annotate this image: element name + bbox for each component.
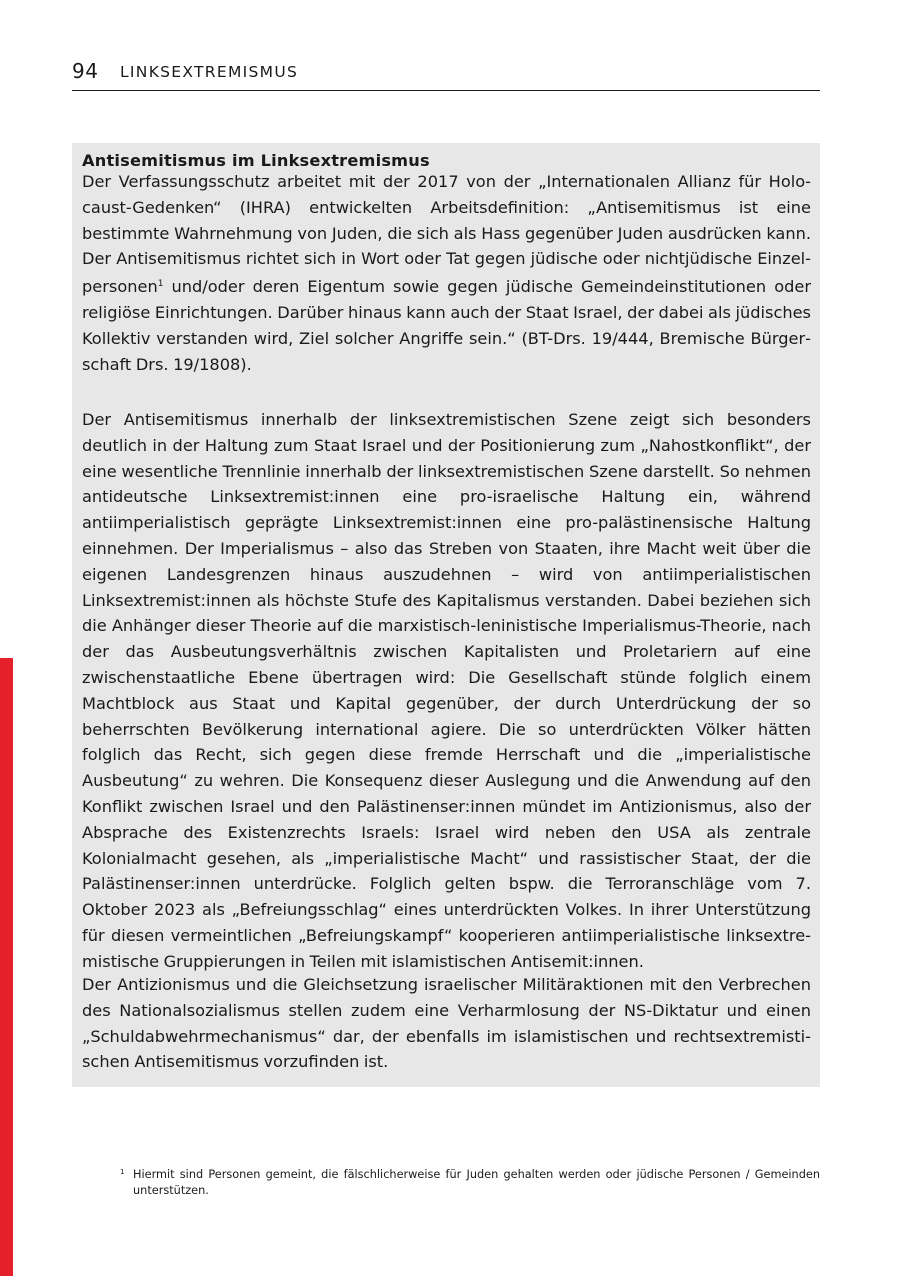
paragraph-3: Der Antizionismus und die Gleichsetzung israelischer Militäraktionen mit den Verbrechen des Nationalsozialismus stellen zudem eine Verharmlosung der NS-Diktatur und einen „Schuldabwehrmechanismus“ dar, der ebenfalls im islamistischen und rechtsextremistischen Antisemitismus vorzufinden ist.: [82, 975, 811, 1072]
footnote: [120, 1167, 820, 1199]
footnote-text: Hiermit sind Personen gemeint, die fälschlicherweise für Juden gehalten werden oder jüdische Personen / Gemeinden unterstützen.: [133, 1168, 820, 1197]
page-header: [72, 58, 820, 91]
running-title: LINKSEXTREMISMUS: [120, 63, 299, 81]
footnote-mark: 1: [120, 1168, 125, 1176]
paragraph-1-part-b: und/oder deren Eigentum sowie gegen jüdische Gemeindeinstitutionen oder religiöse Einrichtungen. Darüber hinaus kann auch der Staat Israel, der dabei als jüdisches Kollektiv verstanden wird, Ziel solcher Angriffe sein.“ (BT-Drs. 19/444, Bremische Bürgerschaft Drs. 19/1808).: [82, 277, 811, 374]
paragraph-2: Der Antisemitismus innerhalb der linksextremistischen Szene zeigt sich besonders deutlich in der Haltung zum Staat Israel und der Positionierung zum „Nahostkonflikt“, der eine wesentliche Trennlinie innerhalb der linksextremistischen Szene darstellt. So nehmen antideutsche Linksextremist:innen eine pro-israelische Haltung ein, während antiimperialistisch geprägte Linksextremist:innen eine pro-palästinensische Haltung einnehmen. Der Imperialismus – also das Streben von Staaten, ihre Macht weit über die eigenen Landesgrenzen hinaus auszudehnen – wird von antiimperialistischen Linksextremist:innen als höchste Stufe des Kapitalismus verstanden. Dabei beziehen sich die Anhänger dieser Theorie auf die marxistisch-leninistische Imperialismus-Theorie, nach der das Ausbeutungsverhältnis zwischen Kapitalisten und Proletariern auf eine zwischenstaatliche Ebene übertragen wird: Die Gesellschaft stünde folglich einem Machtblock aus Staat und Kapital gegenüber, der durch Unterdrückung der so beherrschten Bevölkerung international agiere. Die so unterdrückten Völker hätten folglich das Recht, sich gegen diese fremde Herrschaft und die „imperialistische Ausbeutung“ zu wehren. Die Konsequenz dieser Auslegung und die Anwendung auf den Konflikt zwischen Israel und den Palästinenser:innen mündet im Antizionismus, also der Absprache des Existenzrechts Israels: Israel wird neben den USA als zentrale Kolonialmacht gesehen, als „imperialistische Macht“ und rassistischer Staat, der die Palästinenser:innen unterdrücke. Folglich gelten bspw. die Terroranschläge vom 7. Oktober 2023 als „Befreiungsschlag“ eines unterdrückten Volkes. In ihrer Unterstützung für diesen vermeintlichen „Befreiungskampf“ kooperieren antiimperialistische linksextremistische Gruppierungen in Teilen mit islamistischen Antisemit:innen.: [82, 410, 811, 971]
page-number: 94: [72, 59, 99, 83]
info-box: [72, 143, 820, 1087]
footnote-reference: 1: [157, 279, 164, 290]
box-title: Antisemitismus im Linksextremismus: [82, 151, 430, 170]
paragraph-1-part-a: Der Verfassungsschutz arbeitet mit der 2017 von der „Internationalen Allianz für Holocaust-Gedenken“ (IHRA) entwickelten Arbeitsdefinition: „Antisemitismus ist eine bestimmte Wahrnehmung von Juden, die sich als Hass gegenüber Juden ausdrücken kann. Der Antisemitismus richtet sich in Wort oder Tat gegen jüdische oder nichtjüdische Einzelpersonen: [82, 172, 811, 297]
red-margin-bar: [0, 658, 13, 1276]
paragraph-1: [82, 169, 811, 377]
